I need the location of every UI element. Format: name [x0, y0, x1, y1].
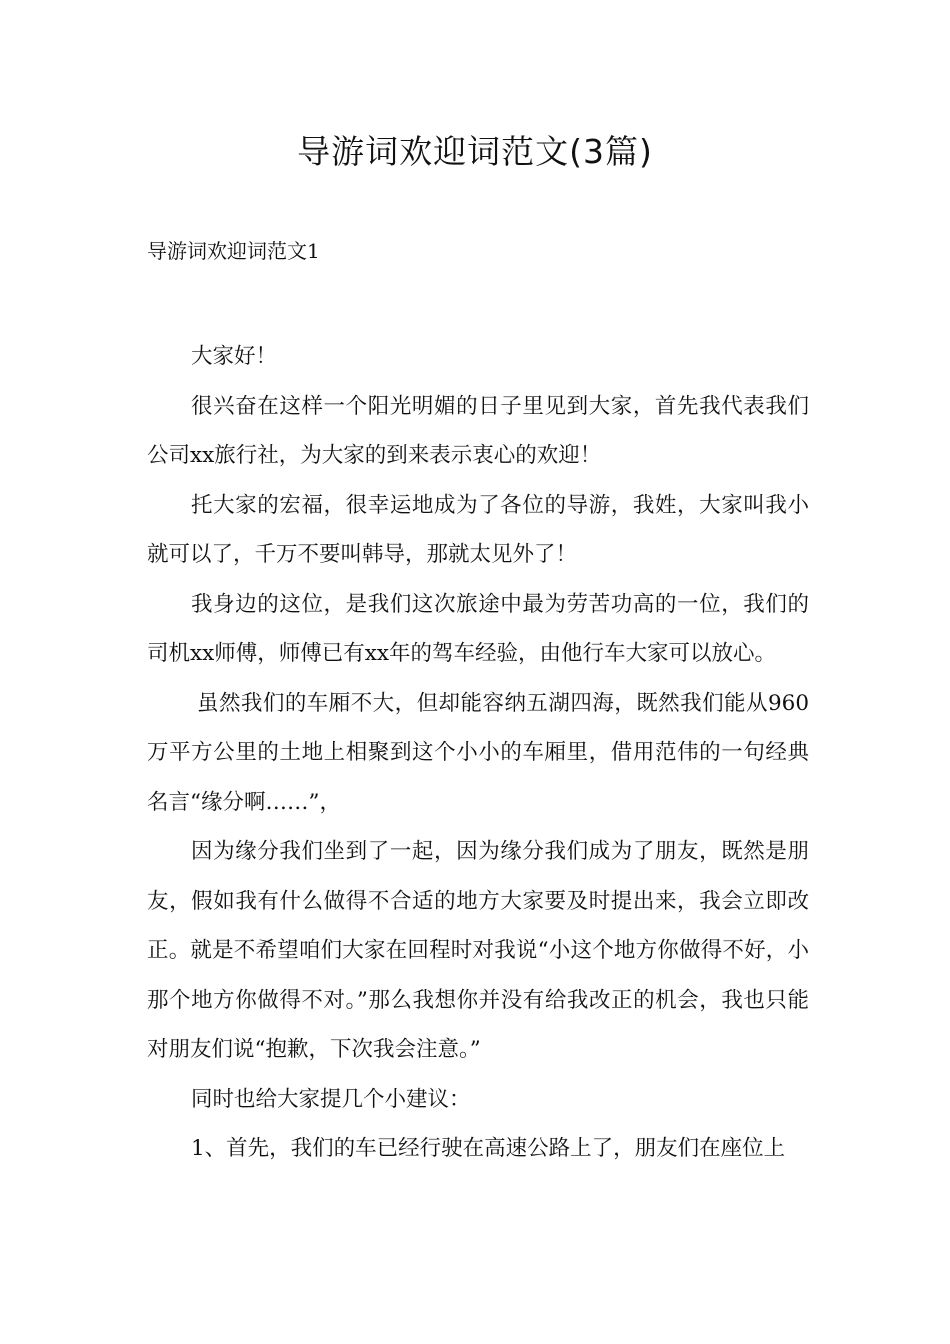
paragraph-guide-intro: 托大家的宏福，很幸运地成为了各位的导游，我姓，大家叫我小就可以了，千万不要叫韩导，那就太见外了！	[147, 492, 809, 567]
document-body	[147, 332, 809, 1174]
paragraph-driver-intro: 我身边的这位，是我们这次旅途中最为劳苦功高的一位，我们的司机xx师傅，师傅已有xx年的驾车经验，由他行车大家可以放心。	[147, 591, 809, 666]
paragraph-welcome: 很兴奋在这样一个阳光明媚的日子里见到大家，首先我代表我们公司xx旅行社，为大家的到来表示衷心的欢迎！	[147, 393, 809, 468]
paragraph-fate: 虽然我们的车厢不大，但却能容纳五湖四海，既然我们能从960万平方公里的土地上相聚到这个小小的车厢里，借用范伟的一句经典名言“缘分啊……”，	[147, 690, 809, 815]
paragraph-greeting: 大家好！	[191, 344, 278, 369]
paragraph-suggestion-1: 1、首先，我们的车已经行驶在高速公路上了，朋友们在座位上	[191, 1136, 786, 1161]
paragraph-suggestions-intro: 同时也给大家提几个小建议：	[191, 1086, 471, 1112]
document-title: 导游词欢迎词范文(3篇)	[297, 132, 653, 171]
section-heading: 导游词欢迎词范文1	[147, 239, 320, 263]
paragraph-friends: 因为缘分我们坐到了一起，因为缘分我们成为了朋友，既然是朋友，假如我有什么做得不合适的地方大家要及时提出来，我会立即改正。就是不希望咱们大家在回程时对我说“小这个地方你做得不好，小那个地方你做得不对。”那么我想你并没有给我改正的机会，我也只能对朋友们说“抱歉，下次我会注意。”	[147, 839, 809, 1062]
